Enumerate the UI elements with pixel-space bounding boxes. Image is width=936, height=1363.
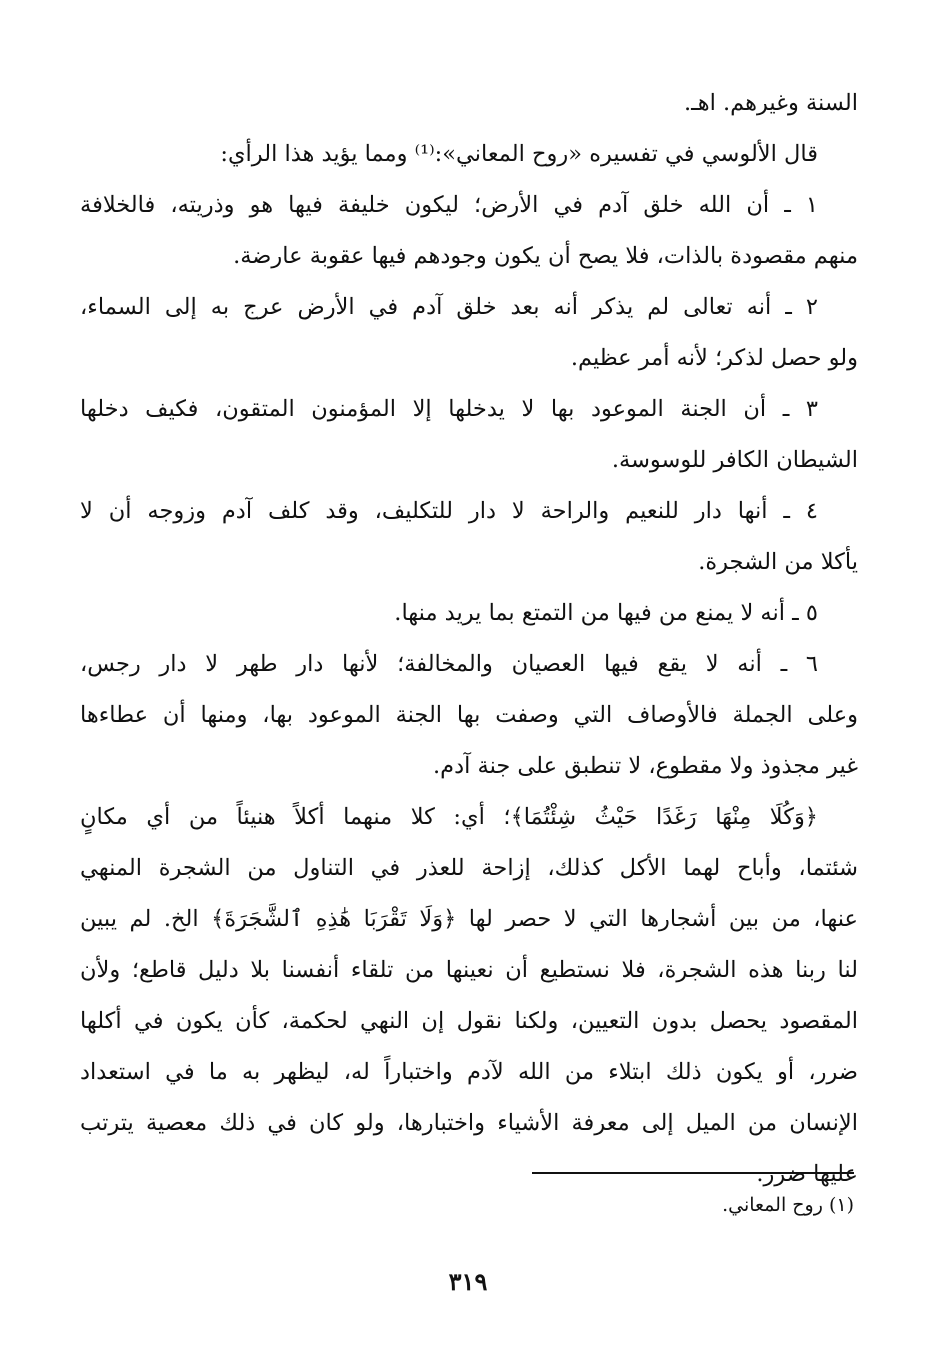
list-item-6-line: ٦ ـ أنه لا يقع فيها العصيان والمخالفة؛ لأنها دار طهر لا دار رجس، — [80, 651, 818, 677]
footnote-divider — [532, 1172, 854, 1174]
tafsir-paragraph-line: المقصود يحصل بدون التعيين، ولكنا نقول إن النهي لحكمة، كأن يكون في أكلها — [80, 1008, 858, 1034]
list-item-3-line: الشيطان الكافر للوسوسة. — [611, 447, 858, 473]
tafsir-paragraph-line: عليها ضرر. — [756, 1161, 858, 1187]
tafsir-paragraph-line: ﴿وَكُلَا مِنْهَا رَغَدًا حَيْثُ شِئْتُمَا﴾؛ أي: كلا منهما أكلاً هنيئاً من أي مكانٍ — [80, 804, 818, 830]
list-item-6-line: غير مجذوذ ولا مقطوع، لا تنطبق على جنة آدم. — [433, 753, 858, 779]
page-body — [80, 78, 858, 1200]
footnote-text: روح المعاني. — [722, 1194, 823, 1216]
list-item-2-line: ولو حصل لذكر؛ لأنه أمر عظيم. — [570, 345, 858, 371]
text-line: السنة وغيرهم. اهـ. — [683, 90, 858, 116]
list-item-4-line: ٤ ـ أنها دار للنعيم والراحة لا دار للتكليف، وقد كلف آدم وزوجه أن لا — [80, 498, 818, 524]
tafsir-paragraph-line: الإنسان من الميل إلى معرفة الأشياء واختبارها، ولو كان في ذلك معصية يترتب — [80, 1110, 858, 1136]
list-item-4-line: يأكلا من الشجرة. — [698, 549, 858, 575]
list-item-3-line: ٣ ـ أن الجنة الموعود بها لا يدخلها إلا المؤمنون المتقون، فكيف دخلها — [80, 396, 818, 422]
tafsir-paragraph-line: ضرر، أو يكون ذلك ابتلاء من الله لآدم واختباراً له، ليظهر به ما في استعداد — [80, 1059, 858, 1085]
tafsir-paragraph-line: عنها، من بين أشجارها التي لا حصر لها ﴿وَلَا تَقْرَبَا هَٰذِهِ ٱلشَّجَرَةَ﴾ الخ. لم يبين — [80, 906, 858, 932]
tafsir-paragraph-line: شئتما، وأباح لهما الأكل كذلك، إزاحة للعذر في التناول من الشجرة المنهي — [80, 855, 858, 881]
footnote — [722, 1188, 854, 1222]
list-item-2-line: ٢ ـ أنه تعالى لم يذكر أنه بعد خلق آدم في الأرض عرج به إلى السماء، — [80, 294, 818, 320]
tafsir-paragraph-line: لنا ربنا هذه الشجرة، فلا نستطيع أن نعينها من تلقاء أنفسنا بلا دليل قاطع؛ ولأن — [80, 957, 858, 983]
page-number: ٣١٩ — [448, 1267, 488, 1296]
list-item-1-line: ١ ـ أن الله خلق آدم في الأرض؛ ليكون خليفة فيها هو وذريته، فالخلافة — [80, 192, 818, 218]
list-item-1-line: منهم مقصودة بالذات، فلا يصح أن يكون وجودهم فيها عقوبة عارضة. — [233, 243, 858, 269]
text-line: قال الألوسي في تفسيره «روح المعاني»:⁽¹⁾ ومما يؤيد هذا الرأي: — [220, 141, 818, 167]
list-item-5-line: ٥ ـ أنه لا يمنع من فيها من التمتع بما يريد منها. — [394, 600, 818, 626]
list-item-6-line: وعلى الجملة فالأوصاف التي وصفت بها الجنة الموعود بها، ومنها أن عطاءها — [80, 702, 858, 728]
footnote-marker: (١) — [828, 1194, 854, 1216]
